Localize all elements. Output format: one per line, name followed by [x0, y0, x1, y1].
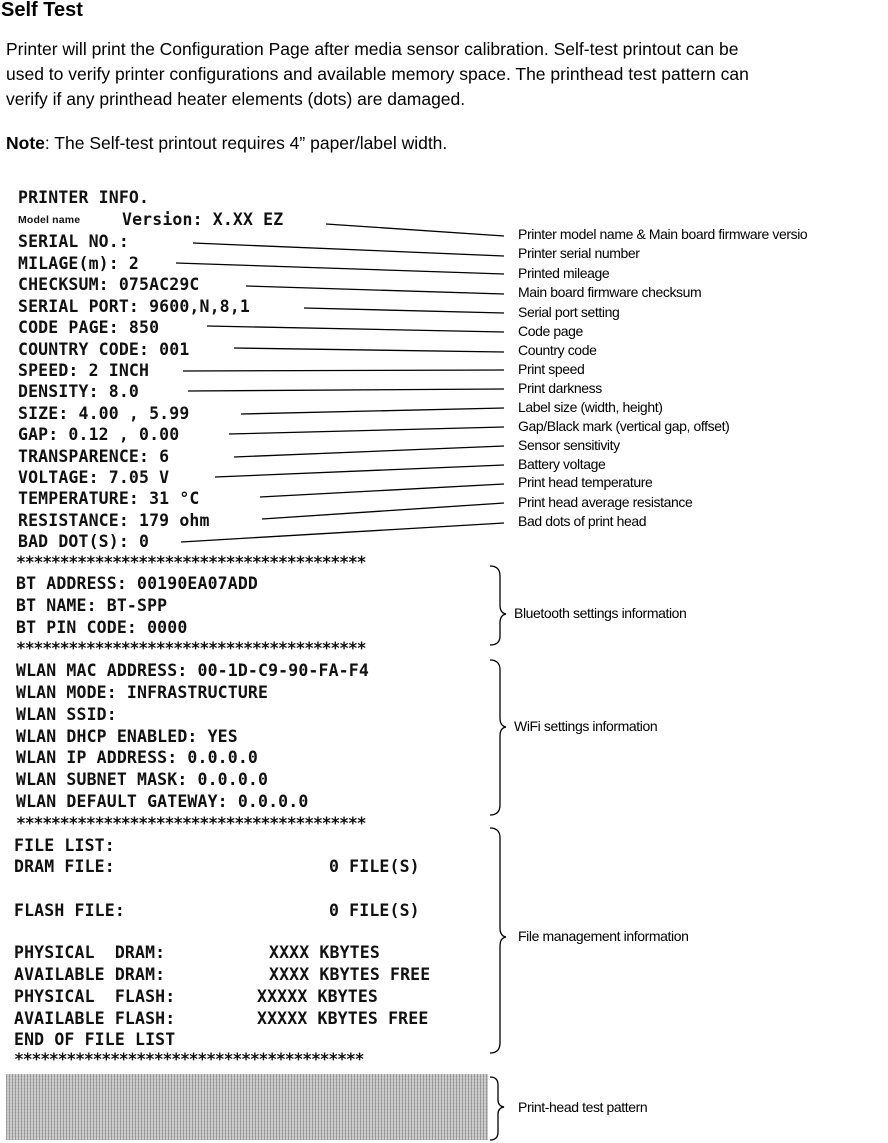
annotation-battery: Battery voltage: [518, 456, 606, 472]
printout-country-code: COUNTRY CODE: 001: [18, 340, 190, 359]
printout-wlan-gateway: WLAN DEFAULT GATEWAY: 0.0.0.0: [16, 792, 309, 811]
intro-line: used to verify printer configurations and available memory space. The printhead test pattern can: [6, 64, 749, 84]
printout-version: Version: X.XX EZ: [122, 210, 284, 229]
printout-checksum: CHECKSUM: 075AC29C: [18, 275, 200, 294]
leader-line: [188, 389, 504, 391]
annotation-country: Country code: [518, 342, 597, 358]
annotation-serial-port: Serial port setting: [518, 304, 620, 320]
annotation-darkness: Print darkness: [518, 380, 602, 396]
printout-serial-port: SERIAL PORT: 9600,N,8,1: [18, 297, 250, 316]
leader-line: [215, 465, 504, 477]
annotation-bluetooth: Bluetooth settings information: [514, 605, 687, 621]
annotation-resistance: Print head average resistance: [518, 494, 693, 510]
pattern-brace: [490, 1077, 504, 1140]
printout-bad-dots: BAD DOT(S): 0: [18, 532, 150, 551]
printout-title: PRINTER INFO.: [18, 188, 150, 207]
note-text: : The Self-test printout requires 4” paper/label width.: [44, 133, 448, 153]
leader-line: [193, 243, 504, 256]
printout-code-page: CODE PAGE: 850: [18, 318, 160, 337]
annotation-code-page: Code page: [518, 323, 583, 339]
printout-separator: ****************************************: [14, 1050, 364, 1069]
leader-line: [181, 523, 504, 542]
leader-line: [234, 348, 504, 352]
printout-wlan-ssid: WLAN SSID:: [16, 705, 117, 724]
printout-wlan-mac: WLAN MAC ADDRESS: 00-1D-C9-90-FA-F4: [16, 661, 369, 680]
printout-wlan-subnet: WLAN SUBNET MASK: 0.0.0.0: [16, 770, 269, 789]
printout-bt-pin: BT PIN CODE: 0000: [16, 618, 188, 637]
annotation-gap: Gap/Black mark (vertical gap, offset): [518, 418, 730, 434]
annotation-head-temp: Print head temperature: [518, 474, 653, 490]
printout-wlan-dhcp: WLAN DHCP ENABLED: YES: [16, 727, 238, 746]
printout-flash-file: FLASH FILE:: [14, 901, 125, 920]
printout-density: DENSITY: 8.0: [18, 382, 140, 401]
printout-flash-file-value: 0 FILE(S): [329, 901, 420, 920]
printout-available-flash-value: XXXXX KBYTES FREE: [257, 1009, 429, 1028]
printout-bt-name: BT NAME: BT-SPP: [16, 596, 168, 615]
printout-file-list: FILE LIST:: [14, 836, 115, 855]
annotation-wifi: WiFi settings information: [514, 718, 658, 734]
leader-line: [326, 224, 504, 236]
leader-line: [176, 263, 504, 274]
annotation-label-size: Label size (width, height): [518, 399, 663, 415]
printout-separator: ****************************************: [16, 814, 366, 833]
printout-milage: MILAGE(m): 2: [18, 254, 140, 273]
leader-line: [304, 308, 504, 313]
annotation-checksum: Main board firmware checksum: [518, 284, 702, 300]
file-brace: [490, 828, 506, 1053]
printout-dram-file-value: 0 FILE(S): [329, 857, 420, 876]
annotation-serial: Printer serial number: [518, 245, 640, 261]
printout-gap: GAP: 0.12 , 0.00: [18, 425, 180, 444]
printout-resistance: RESISTANCE: 179 ohm: [18, 511, 210, 530]
printout-available-dram-value: XXXX KBYTES FREE: [269, 965, 431, 984]
leader-line: [234, 446, 504, 457]
printout-size: SIZE: 4.00 , 5.99: [18, 404, 190, 423]
printout-end-of-list: END OF FILE LIST: [14, 1030, 176, 1049]
printout-separator: ****************************************: [16, 553, 366, 572]
bluetooth-brace: [490, 566, 506, 645]
note-label: Note: [6, 133, 45, 153]
printout-serial: SERIAL NO.:: [18, 232, 129, 251]
printout-voltage: VOLTAGE: 7.05 V: [18, 468, 170, 487]
leader-line: [229, 427, 504, 434]
annotation-sensor: Sensor sensitivity: [518, 437, 620, 453]
printout-dram-file: DRAM FILE:: [14, 857, 115, 876]
leader-line: [241, 408, 504, 414]
printout-available-dram: AVAILABLE DRAM:: [14, 965, 166, 984]
printout-physical-dram-value: XXXX KBYTES: [269, 943, 380, 962]
printout-model-name: Model name: [18, 214, 81, 226]
leader-line: [262, 503, 504, 519]
printout-wlan-mode: WLAN MODE: INFRASTRUCTURE: [16, 683, 269, 702]
section-heading: Self Test: [1, 0, 83, 21]
annotation-test-pattern: Print-head test pattern: [518, 1099, 648, 1115]
printout-bt-address: BT ADDRESS: 00190EA07ADD: [16, 574, 259, 593]
printout-wlan-ip: WLAN IP ADDRESS: 0.0.0.0: [16, 748, 259, 767]
intro-line: Printer will print the Configuration Page after media sensor calibration. Self-test printout can be: [6, 39, 739, 59]
printout-transparence: TRANSPARENCE: 6: [18, 447, 170, 466]
annotation-file-management: File management information: [518, 928, 689, 944]
leader-line: [183, 370, 504, 371]
printout-available-flash: AVAILABLE FLASH:: [14, 1009, 176, 1028]
annotation-mileage: Printed mileage: [518, 265, 610, 281]
printout-temperature: TEMPERATURE: 31 °C: [18, 489, 200, 508]
leader-line: [246, 286, 504, 294]
intro-line: verify if any printhead heater elements (dots) are damaged.: [6, 89, 466, 109]
printout-physical-flash-value: XXXXX KBYTES: [257, 987, 379, 1006]
printout-speed: SPEED: 2 INCH: [18, 361, 150, 380]
annotation-model: Printer model name & Main board firmware versio: [518, 226, 808, 242]
printout-separator: ****************************************: [16, 639, 366, 658]
wifi-brace: [490, 660, 506, 815]
annotation-speed: Print speed: [518, 361, 585, 377]
printout-physical-dram: PHYSICAL DRAM:: [14, 943, 166, 962]
annotation-bad-dots: Bad dots of print head: [518, 513, 647, 529]
leader-line: [207, 326, 504, 332]
leader-line: [260, 484, 504, 497]
printout-physical-flash: PHYSICAL FLASH:: [14, 987, 176, 1006]
